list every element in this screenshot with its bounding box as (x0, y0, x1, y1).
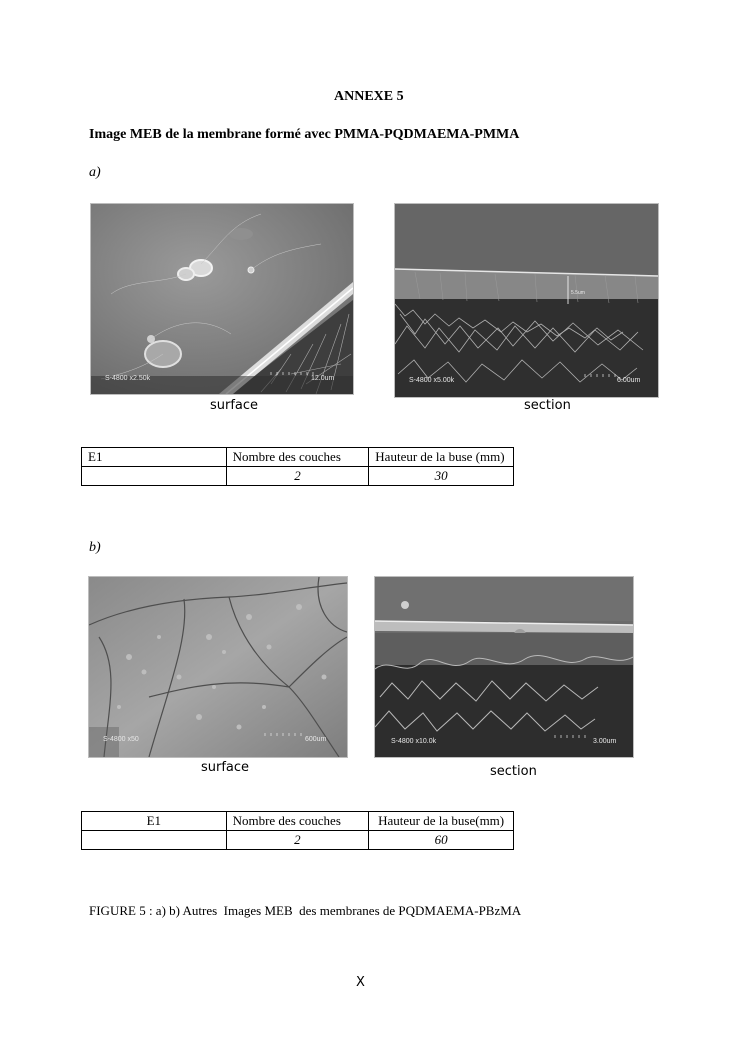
caption-b-surface: surface (201, 760, 250, 775)
part-b-label: b) (89, 540, 101, 555)
caption-a-surface: surface (210, 398, 259, 413)
table-row (82, 448, 514, 467)
table-row (82, 812, 514, 831)
sem-a-section-info: S-4800 x5.00k (409, 377, 455, 384)
table-a-cell-hauteur: 30 (369, 467, 514, 486)
section-title: Image MEB de la membrane formé avec PMMA-PQDMAEMA-PMMA (89, 127, 520, 142)
table-a-cell-e1 (82, 467, 227, 486)
sem-b-section-scale: 3.00um (593, 738, 617, 745)
sem-b-section-info: S-4800 x10.0k (391, 738, 437, 745)
page-number: X (356, 975, 365, 990)
sem-b-surface-info: S-4800 x50 (103, 736, 139, 743)
table-b (81, 811, 514, 850)
sem-b-surface-scale: 600um (305, 736, 327, 743)
table-a-header-e1: E1 (82, 448, 227, 467)
sem-a-surface-scale: 12.0um (311, 375, 335, 382)
table-b-cell-hauteur: 60 (369, 831, 514, 850)
table-b-header-hauteur: Hauteur de la buse(mm) (369, 812, 514, 831)
table-row (82, 467, 514, 486)
sem-image-b-surface (88, 576, 348, 758)
table-a-cell-couches: 2 (226, 467, 369, 486)
sem-a-section-measure: 5.5um (571, 290, 585, 296)
figure-caption: FIGURE 5 : a) b) Autres Images MEB des membranes de PQDMAEMA-PBzMA (89, 903, 522, 918)
caption-b-section: section (490, 764, 537, 779)
table-b-cell-couches: 2 (226, 831, 369, 850)
sem-a-section-scale: 6.00um (617, 377, 641, 384)
part-a-label: a) (89, 165, 101, 180)
table-b-header-e1: E1 (82, 812, 227, 831)
sem-a-surface-info: S-4800 x2.50k (105, 375, 151, 382)
sem-image-a-section (394, 203, 659, 398)
table-row (82, 831, 514, 850)
sem-image-b-section (374, 576, 634, 758)
table-b-header-couches: Nombre des couches (226, 812, 369, 831)
table-b-cell-e1 (82, 831, 227, 850)
table-a-header-couches: Nombre des couches (226, 448, 369, 467)
sem-image-a-surface (90, 203, 354, 395)
caption-a-section: section (524, 398, 571, 413)
table-a-header-hauteur: Hauteur de la buse (mm) (369, 448, 514, 467)
table-a (81, 447, 514, 486)
annex-title: ANNEXE 5 (334, 89, 404, 104)
